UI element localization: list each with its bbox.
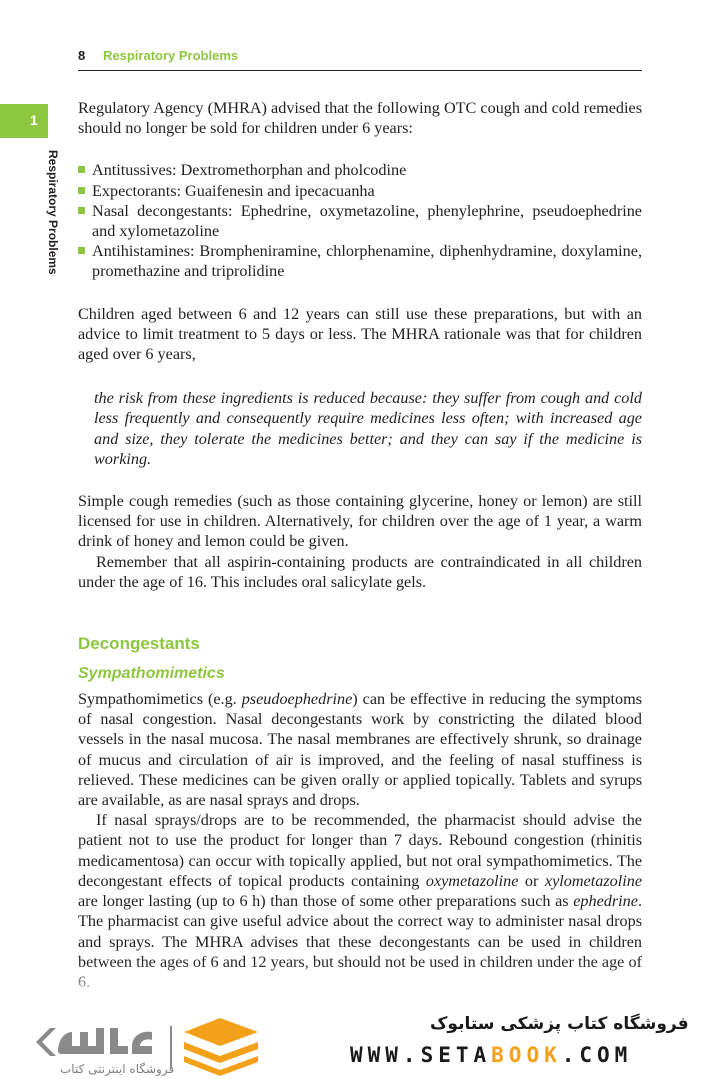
- bullet-icon: [78, 247, 85, 254]
- chevron-left-icon: [36, 1028, 56, 1056]
- shop-url: WWW.SETABOOK.COM: [350, 1043, 633, 1067]
- chapter-tab: [0, 104, 48, 138]
- subsection-heading: Sympathomimetics: [78, 665, 225, 683]
- nasal-sprays-paragraph: If nasal sprays/drops are to be recommended, the pharmacist should advise the patient not to use the product for longer than 7 days. Rebound congestion (rhinitis medicamentosa) can occur with topically applied, but not oral sympathomimetics. The decongestant effects of topical products containing oxymetazoline or xylometazoline are longer lasting (up to 6 h) than those of some other preparations such as ephedrine. The pharmacist can give useful advice about the correct way to administer nasal drops and sprays. The MHRA advises that these decongestants can be used in children between the ages of 6 and 12 years, but should not be used in children under the age of 6.: [78, 811, 642, 991]
- mhra-quote: the risk from these ingredients is reduced because: they suffer from cough and cold less frequently and consequently require medicines less often; with increased age and size, they tolerate the medicines better; and they can say if the medicine is working.: [94, 389, 642, 468]
- list-item: Nasal decongestants: Ephedrine, oxymetazoline, phenylephrine, pseudoephedrine and xylometazoline: [78, 201, 642, 241]
- intro-paragraph: Regulatory Agency (MHRA) advised that the following OTC cough and cold remedies should no longer be sold for children under 6 years:: [78, 99, 642, 138]
- list-item: Antihistamines: Brompheniramine, chlorphenamine, diphenhydramine, doxylamine, promethazine and triprolidine: [78, 241, 642, 281]
- list-item: Antitussives: Dextromethorphan and pholcodine: [78, 160, 642, 180]
- sympathomimetics-paragraph: Sympathomimetics (e.g. pseudoephedrine) can be effective in reducing the symptoms of nasal congestion. Nasal decongestants work by constricting the dilated blood vessels in the nasal mucosa. The nasal membranes are effectively shrunk, so drainage of mucus and circulation of air is improved, and the feeling of nasal stuffiness is relieved. These medicines can be given orally or applied topically. Tablets and syrups are available, as are nasal sprays and drops.: [78, 690, 642, 810]
- children-paragraph: Children aged between 6 and 12 years can still use these preparations, but with an advice to limit treatment to 5 days or less. The MHRA rationale was that for children aged over 6 years,: [78, 304, 642, 364]
- section-heading: Decongestants: [78, 634, 200, 654]
- logo-subtitle: فروشگاه اینترنتی کتاب: [60, 1062, 175, 1076]
- chapter-side-title: Respiratory Problems: [46, 150, 60, 275]
- aspirin-paragraph: Remember that all aspirin-containing products are contraindicated in all children under the age of 16. This includes oral salicylate gels.: [78, 552, 642, 591]
- list-item: Expectorants: Guaifenesin and ipecacuanha: [78, 181, 642, 201]
- running-title: Respiratory Problems: [103, 48, 239, 63]
- chapter-number: 1: [30, 112, 38, 128]
- bullet-icon: [78, 207, 85, 214]
- book-stack-icon: [184, 1018, 258, 1076]
- shop-name: فروشگاه کتاب پزشکی ستابوک: [430, 1014, 689, 1034]
- page-number: 8: [78, 48, 86, 63]
- simple-remedies-paragraph: Simple cough remedies (such as those containing glycerine, honey or lemon) are still licensed for use in children. Alternatively, for children over the age of 1 year, a warm drink of honey and lemon could be given.: [78, 492, 642, 551]
- logo-lettering: [58, 1028, 152, 1054]
- running-header: [78, 46, 642, 71]
- bullet-icon: [78, 166, 85, 173]
- bullet-icon: [78, 187, 85, 194]
- remedy-list: [78, 160, 642, 281]
- page-body: [78, 98, 642, 992]
